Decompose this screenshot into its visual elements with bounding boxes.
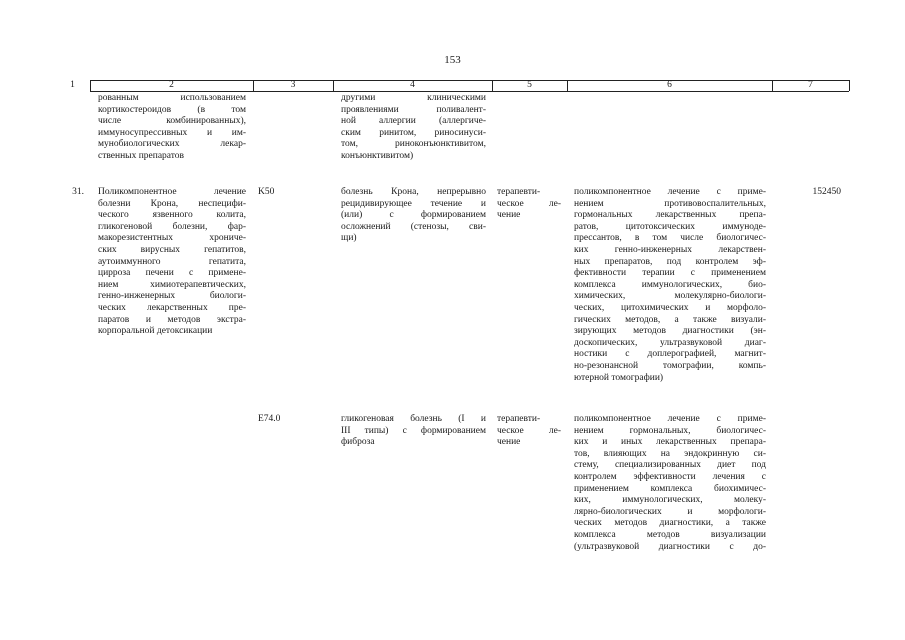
- column-header-6: 6: [667, 80, 672, 90]
- text-line: паратов и методов экстра-: [98, 314, 246, 325]
- text-line: терапевти-: [497, 187, 541, 197]
- text-line: доскопических, ультразвуковой диаг-: [574, 337, 766, 348]
- text-line: рованным использованием: [98, 93, 246, 103]
- text-line: прессантов, в том числе биологичес-: [574, 233, 766, 244]
- text-line: гликогеновая болезнь (I и: [341, 414, 486, 424]
- text-line: гликогеновой болезни, фар-: [98, 221, 246, 232]
- text-line: ратов, цитотоксических иммуноде-: [574, 221, 766, 232]
- text-line: чение: [497, 210, 521, 221]
- procedure-name: [98, 187, 246, 338]
- text-line: ских вирусных гепатитов,: [98, 244, 246, 255]
- text-line: аутоиммунного гепатита,: [98, 256, 246, 267]
- text-line: терапевти-: [497, 414, 541, 424]
- text-line: нием химиотерапевтических,: [98, 279, 246, 290]
- treatment-type: [497, 414, 561, 449]
- text-line: рецидивирующее течение и: [341, 198, 486, 209]
- row-number: 31.: [72, 187, 84, 197]
- continuation-col2: [98, 93, 246, 163]
- text-line: фективности терапии с применением: [574, 268, 766, 279]
- diagnosis-code: K50: [258, 187, 275, 197]
- text-line: применением комплекса биохимичес-: [574, 483, 766, 494]
- text-line: корпоральной детоксикации: [98, 326, 213, 337]
- text-line: поликомпонентное лечение с приме-: [574, 187, 766, 197]
- diagnosis-description: [341, 414, 486, 449]
- text-line: ных препаратов, под контролем эф-: [574, 256, 766, 267]
- text-line: зирующих методов диагностики (эн-: [574, 326, 766, 337]
- text-line: болезнь Крона, непрерывно: [341, 187, 486, 197]
- text-line: ским ринитом, риносинуси-: [341, 127, 486, 138]
- column-header-7: 7: [808, 80, 813, 90]
- text-line: том, риноконъюнктивитом,: [341, 139, 486, 150]
- treatment-type: [497, 187, 561, 222]
- text-line: осложнений (стенозы, сви-: [341, 221, 486, 232]
- text-line: ческих методов диагностики, а также: [574, 518, 766, 529]
- text-line: ких, иммунологических, молеку-: [574, 495, 766, 506]
- text-line: болезни Крона, неспецифи-: [98, 198, 246, 209]
- column-header-4: 4: [410, 80, 415, 90]
- continuation-col4: [341, 93, 486, 163]
- text-line: (или) с формированием: [341, 210, 486, 221]
- text-line: ческое ле-: [497, 198, 561, 209]
- text-line: мунобиологических лекар-: [98, 139, 246, 150]
- diagnosis-code: E74.0: [258, 414, 281, 424]
- text-line: ческое ле-: [497, 425, 561, 436]
- text-line: числе комбинированных),: [98, 116, 246, 127]
- text-line: (ультразвуковой диагностики с до-: [574, 541, 766, 552]
- text-line: контролем эффективности лечения с: [574, 471, 766, 482]
- text-line: проявлениями поливалент-: [341, 104, 486, 115]
- text-line: ческого язвенного колита,: [98, 210, 246, 221]
- treatment-method: [574, 414, 766, 553]
- text-line: ной аллергии (аллергиче-: [341, 116, 486, 127]
- text-line: Поликомпонентное лечение: [98, 187, 246, 197]
- text-line: чение: [497, 437, 521, 448]
- text-line: комплекса иммунологических, био-: [574, 279, 766, 290]
- text-line: иммуносупрессивных и им-: [98, 127, 246, 138]
- page-number: 153: [444, 54, 461, 66]
- col-divider: [849, 80, 850, 91]
- text-line: химических, молекулярно-биологи-: [574, 291, 766, 302]
- column-header-2: 2: [169, 80, 174, 90]
- text-line: нением противовоспалительных,: [574, 198, 766, 209]
- text-line: фиброза: [341, 437, 375, 448]
- text-line: поликомпонентное лечение с приме-: [574, 414, 766, 424]
- column-header-5: 5: [527, 80, 532, 90]
- text-line: цирроза печени с примене-: [98, 268, 246, 279]
- text-line: конъюнктивитом): [341, 150, 414, 161]
- text-line: щи): [341, 233, 357, 244]
- text-line: макорезистентных хрониче-: [98, 233, 246, 244]
- text-line: но-резонансной томографии, компь-: [574, 360, 766, 371]
- text-line: ственных препаратов: [98, 150, 185, 161]
- column-header-1: 1: [70, 80, 75, 90]
- header-bottom-rule: [90, 91, 849, 92]
- treatment-method: [574, 187, 766, 384]
- text-line: гических методов, а также визуали-: [574, 314, 766, 325]
- text-line: гормональных лекарственных препа-: [574, 210, 766, 221]
- diagnosis-description: [341, 187, 486, 245]
- text-line: ких генно-инженерных лекарствен-: [574, 244, 766, 255]
- text-line: III типы) с формированием: [341, 425, 486, 436]
- text-line: комплекса методов визуализации: [574, 529, 766, 540]
- column-header-3: 3: [290, 80, 296, 90]
- text-line: другими клиническими: [341, 93, 486, 103]
- text-line: генно-инженерных биологи-: [98, 291, 246, 302]
- text-line: стему, специализированных диет под: [574, 460, 766, 471]
- text-line: ких и иных лекарственных препара-: [574, 437, 766, 448]
- text-line: лярно-биологических и морфологи-: [574, 506, 766, 517]
- text-line: ческих лекарственных пре-: [98, 302, 246, 313]
- text-line: ютерной томографии): [574, 372, 664, 383]
- text-line: тов, влияющих на эндокринную си-: [574, 448, 766, 459]
- price: 152450: [812, 187, 841, 197]
- text-line: ческих, цитохимических и морфоло-: [574, 302, 766, 313]
- text-line: нением гормональных, биологичес-: [574, 425, 766, 436]
- text-line: кортикостероидов (в том: [98, 104, 246, 115]
- text-line: ностики с доплерографией, магнит-: [574, 349, 766, 360]
